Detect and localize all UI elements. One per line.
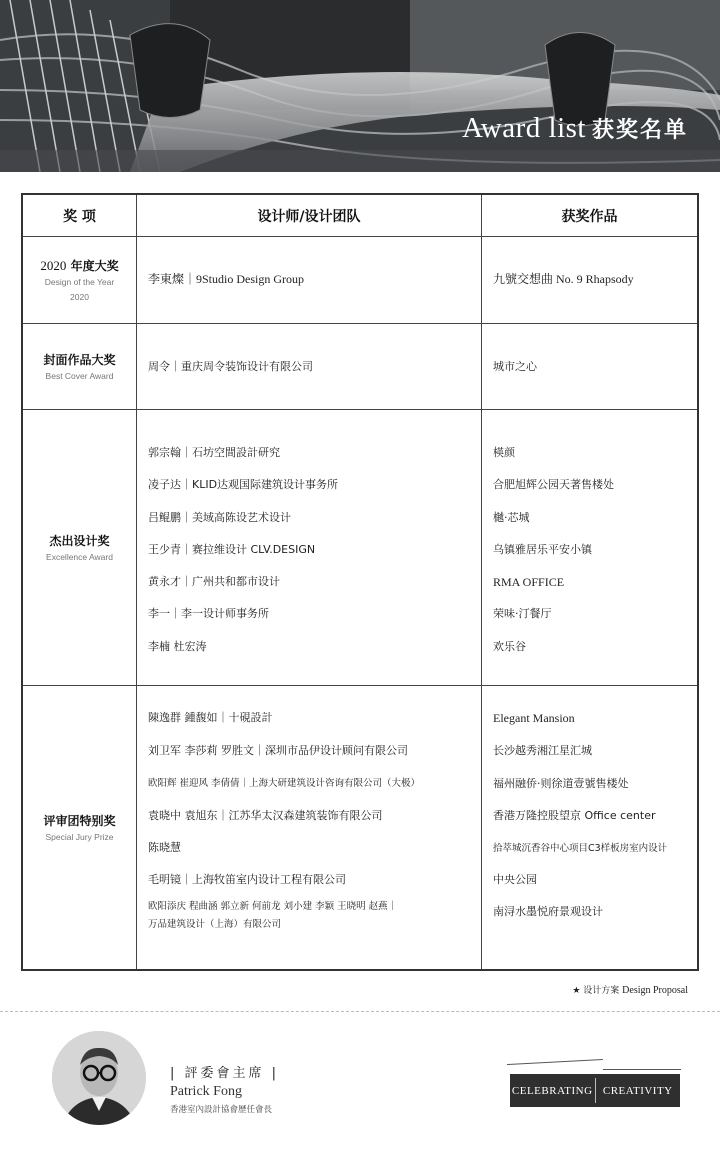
celebrating-creativity-logo (507, 1060, 681, 1110)
portrait-image (52, 1031, 146, 1125)
legend-label-en: Design Proposal (622, 985, 688, 996)
dashed-divider (0, 1011, 720, 1012)
award-table (21, 193, 699, 971)
work-entry: 樾·芯城 (493, 511, 530, 524)
category-subtitle: Design of the Year (44, 276, 115, 287)
work-cell (482, 237, 697, 323)
designer-entry: 王少青｜赛拉维设计 CLV.DESIGN (148, 543, 316, 556)
header-award-category: 奖 项 (23, 195, 137, 236)
star-icon: ★ (572, 986, 581, 996)
logo-accent-line (603, 1069, 681, 1070)
logo-word-celebrating: CELEBRATING (511, 1084, 593, 1097)
category-subtitle: Best Cover Award (45, 370, 114, 381)
header-designer: 设计师/设计团队 (137, 195, 482, 236)
category-subtitle-year: 2020 (70, 291, 89, 302)
designer-cell (137, 237, 482, 323)
logo-accent-line (507, 1059, 603, 1065)
work-cell (482, 410, 697, 685)
work-cell (482, 324, 697, 409)
work-entry: 乌镇雅居乐平安小镇 (493, 543, 592, 556)
work-entry: 合肥旭辉公园天著售楼处 (493, 478, 614, 491)
work-cell (482, 686, 697, 969)
designer-entry: 郭宗翰｜石坊空間設計研究 (148, 446, 280, 459)
work-entry: RMA OFFICE (493, 575, 565, 589)
work-entry: 城市之心 (493, 360, 537, 373)
table-row-excellence (23, 410, 697, 686)
category-cell (23, 410, 137, 685)
work-entry: 南浔水墨悦府景观设计 (493, 905, 603, 918)
design-proposal-legend (572, 983, 688, 996)
chair-title: | 評委會主席 | (170, 1066, 280, 1081)
designer-entry-line-1: 欧阳添庆 程曲涵 郭立新 何前龙 刘小建 李颖 王晓明 赵燕｜ (148, 901, 398, 912)
designer-entry: 欧阳辉 崔迎风 李倩倩｜上海大研建筑设计咨询有限公司（大极） (148, 778, 421, 789)
category-cell (23, 686, 137, 969)
banner-title-cn: 获奖名单 (591, 118, 688, 143)
designer-entry: 凌子达｜KLID达观国际建筑设计事务所 (148, 478, 339, 491)
designer-cell (137, 410, 482, 685)
table-row-best-cover (23, 324, 697, 410)
chair-name: Patrick Fong (170, 1084, 242, 1099)
work-entry: 中央公园 (493, 873, 537, 886)
category-subtitle: Special Jury Prize (45, 831, 114, 842)
designer-entry: 刘卫军 李莎莉 罗胜文｜深圳市品伊设计顾问有限公司 (148, 744, 408, 757)
work-entry: 福州融侨·则徐道壹號售楼处 (493, 777, 629, 790)
category-title: 封面作品大奖 (43, 352, 116, 367)
banner-title (462, 112, 688, 145)
category-cell (23, 324, 137, 409)
designer-entry-line-2: 万品建筑设计（上海）有限公司 (148, 919, 282, 930)
category-cell (23, 237, 137, 323)
legend-label-cn: 设计方案 (583, 986, 620, 996)
work-entry: Elegant Mansion (493, 711, 575, 725)
work-entry: 欢乐谷 (493, 640, 526, 653)
header-banner (0, 0, 720, 172)
work-entry: 九號交想曲 No. 9 Rhapsody (493, 272, 634, 286)
work-entry: 楧颜 (493, 446, 515, 459)
work-entry: 拾萃城沉香谷中心项目C3样板房室内设计 (493, 843, 668, 854)
table-row-special-jury (23, 686, 697, 969)
designer-entry: 李東燦｜9Studio Design Group (148, 272, 305, 286)
banner-artwork (0, 0, 720, 172)
avatar (52, 1031, 146, 1125)
designer-cell (137, 686, 482, 969)
category-title: 2020 年度大奖 (40, 257, 119, 273)
banner-title-en: Award list (462, 112, 586, 144)
work-entry: 长沙越秀湘江星汇城 (493, 744, 592, 757)
designer-entry: 毛明镜｜上海牧笛室内设计工程有限公司 (148, 873, 346, 886)
designer-entry: 袁晓中 袁旭东｜江苏华太汉森建筑装饰有限公司 (148, 809, 383, 822)
work-entry: 香港万隆控股望京 Office center (493, 809, 656, 822)
work-entry: 荣味·汀餐厅 (493, 607, 552, 620)
logo-box (510, 1074, 680, 1107)
header-work: 获奖作品 (561, 208, 618, 225)
designer-entry: 陳逸群 鍾馥如｜十硯設計 (148, 711, 273, 724)
category-subtitle: Excellence Award (46, 551, 113, 562)
category-title: 杰出设计奖 (49, 533, 110, 548)
designer-entry: 黄永才｜广州共和都市设计 (148, 575, 280, 588)
designer-entry: 周令｜重庆周令装饰设计有限公司 (148, 360, 313, 373)
table-row-design-of-the-year (23, 237, 697, 324)
category-title: 评审团特别奖 (43, 813, 116, 828)
designer-entry: 吕鲲鹏｜美域高陈设艺术设计 (148, 511, 291, 524)
designer-cell (137, 324, 482, 409)
logo-word-creativity: CREATIVITY (602, 1084, 673, 1097)
designer-entry: 李楠 杜宏涛 (148, 640, 207, 653)
table-header-row (23, 195, 697, 237)
designer-entry: 李一｜李一设计师事务所 (148, 607, 269, 620)
designer-entry: 陈晓慧 (148, 841, 181, 854)
chair-role: 香港室內設計協會歷任會長 (170, 1105, 273, 1115)
